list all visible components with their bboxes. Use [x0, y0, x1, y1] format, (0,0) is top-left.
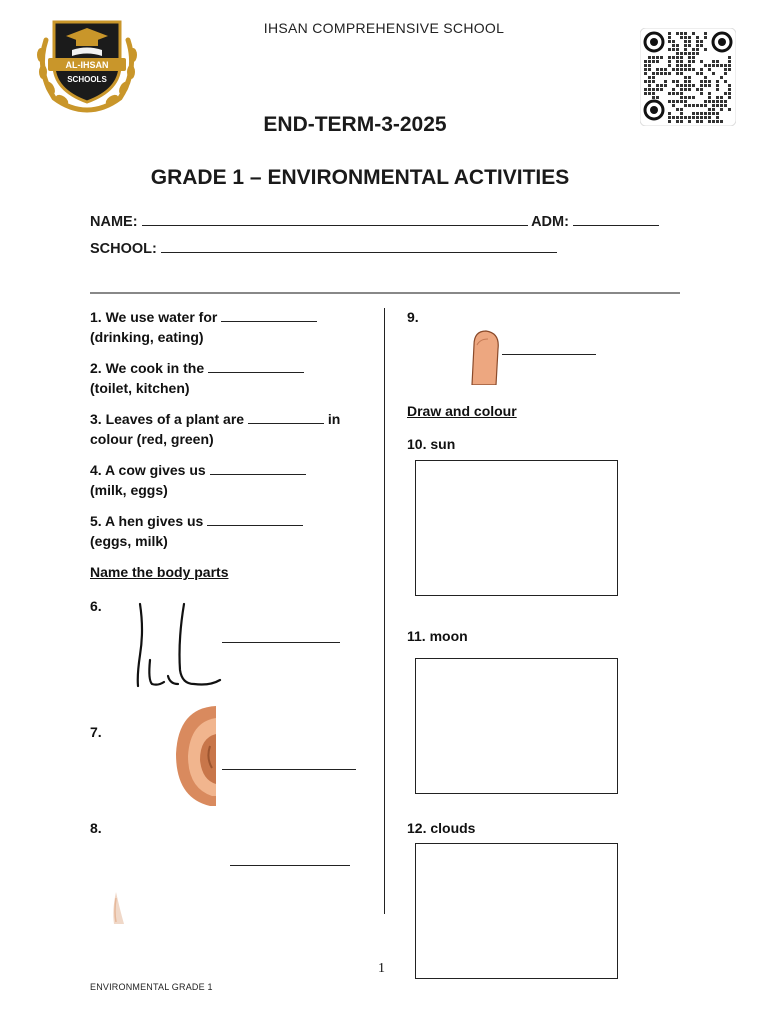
question-10-label: 10. sun	[407, 436, 456, 452]
question-4-options: (milk, eggs)	[90, 482, 168, 498]
question-8-number: 8.	[90, 820, 102, 836]
legs-icon	[132, 600, 224, 690]
subject-title: GRADE 1 – ENVIRONMENTAL ACTIVITIES	[150, 166, 570, 189]
ear-icon	[170, 702, 218, 808]
exam-title: END-TERM-3-2025	[263, 113, 447, 136]
name-row	[90, 213, 659, 230]
question-6-answer[interactable]	[222, 642, 340, 643]
column-divider	[384, 308, 385, 914]
nose-icon	[110, 890, 130, 926]
school-field[interactable]	[161, 240, 557, 253]
moon-drawing-box[interactable]	[415, 658, 618, 794]
qr-code	[640, 28, 736, 126]
question-7-answer[interactable]	[222, 769, 356, 770]
question-2	[90, 358, 304, 398]
question-7-number: 7.	[90, 724, 102, 740]
question-5	[90, 511, 303, 551]
logo-text-bottom: SCHOOLS	[67, 75, 107, 84]
question-4-text: 4. A cow gives us	[90, 462, 206, 478]
question-1-answer[interactable]	[221, 309, 317, 322]
school-label: SCHOOL:	[90, 241, 157, 257]
finger-icon	[428, 305, 502, 385]
question-1-text: 1. We use water for	[90, 309, 218, 325]
question-9-answer[interactable]	[502, 354, 596, 355]
question-3	[90, 409, 340, 449]
section-divider	[90, 292, 680, 294]
name-label: NAME:	[90, 214, 138, 230]
question-12-label: 12. clouds	[407, 820, 476, 836]
footer-text: ENVIRONMENTAL GRADE 1	[90, 982, 213, 992]
school-row	[90, 240, 557, 257]
question-5-answer[interactable]	[207, 513, 303, 526]
question-5-options: (eggs, milk)	[90, 533, 168, 549]
question-2-answer[interactable]	[208, 360, 304, 373]
question-2-text: 2. We cook in the	[90, 360, 205, 376]
question-9-number: 9.	[407, 309, 419, 325]
name-field[interactable]	[142, 213, 528, 226]
school-name: IHSAN COMPREHENSIVE SCHOOL	[263, 20, 505, 36]
sun-drawing-box[interactable]	[415, 460, 618, 596]
question-3-options: colour (red, green)	[90, 431, 214, 447]
question-4-answer[interactable]	[210, 462, 306, 475]
question-2-options: (toilet, kitchen)	[90, 380, 190, 396]
body-parts-heading: Name the body parts	[90, 564, 229, 580]
question-6-number: 6.	[90, 598, 102, 614]
question-3-answer[interactable]	[248, 411, 324, 424]
draw-and-colour-heading: Draw and colour	[407, 403, 517, 419]
question-8-answer[interactable]	[230, 865, 350, 866]
clouds-drawing-box[interactable]	[415, 843, 618, 979]
question-3-text: 3. Leaves of a plant are	[90, 411, 245, 427]
adm-field[interactable]	[573, 213, 659, 226]
page-number: 1	[378, 961, 385, 976]
adm-label: ADM:	[531, 214, 569, 230]
question-3-text-end: in	[327, 411, 341, 427]
question-1	[90, 307, 317, 347]
question-5-text: 5. A hen gives us	[90, 513, 204, 529]
question-11-label: 11. moon	[407, 628, 468, 644]
logo-text-top: AL-IHSAN	[65, 60, 109, 70]
question-4	[90, 460, 306, 500]
question-1-options: (drinking, eating)	[90, 329, 204, 345]
